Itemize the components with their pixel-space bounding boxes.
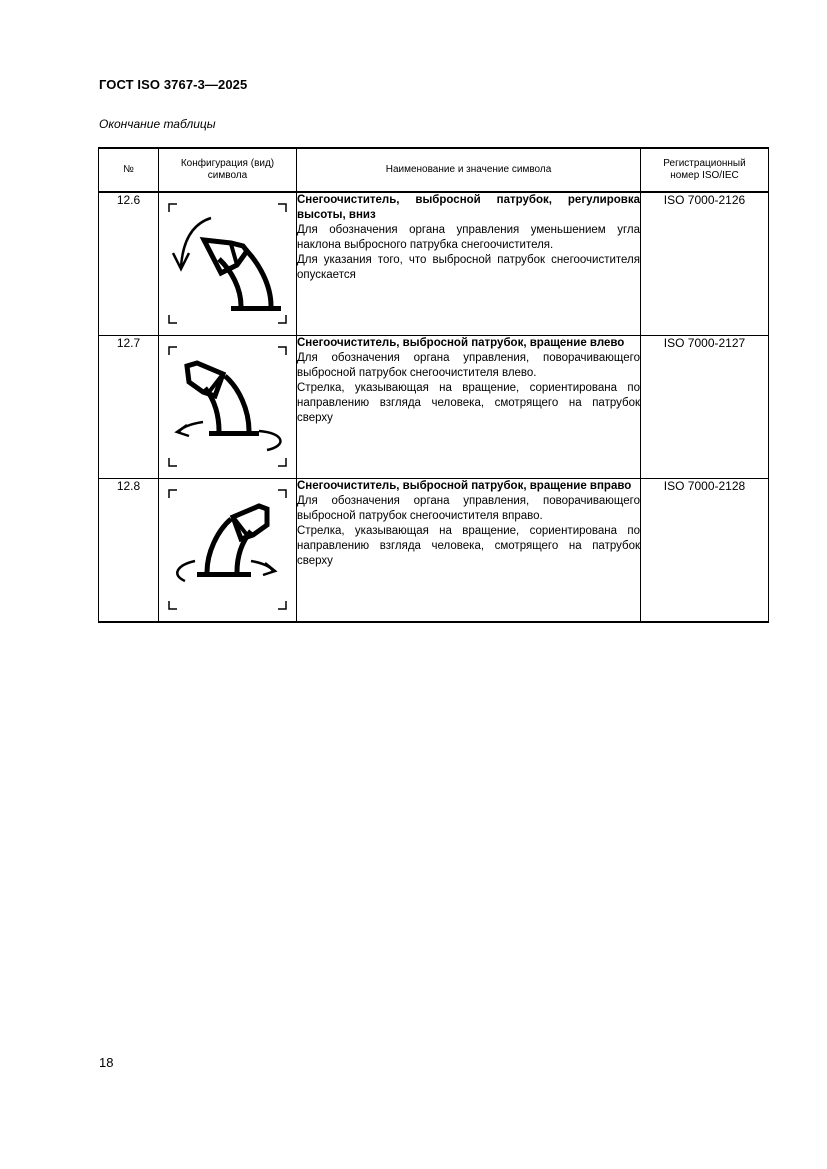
column-header-symbol: Конфигурация (вид) символа: [159, 148, 297, 192]
row-number: 12.6: [99, 192, 159, 336]
description-cell: [297, 479, 641, 623]
symbol-title: Снегоочиститель, выбросной патрубок, вращение вправо: [297, 480, 632, 492]
row-number: 12.8: [99, 479, 159, 623]
registration-number: ISO 7000-2126: [641, 192, 769, 336]
symbol-cell: [159, 192, 297, 336]
description-cell: [297, 336, 641, 479]
snow-chute-rotate-right-icon: [159, 479, 296, 621]
column-header-registration: Регистрационный номер ISO/IEC: [641, 148, 769, 192]
registration-number: ISO 7000-2127: [641, 336, 769, 479]
table-row: [99, 479, 769, 623]
symbol-description: Для обозначения органа управления уменьшением угла наклона выбросного патрубка снегоочистителя.: [297, 224, 640, 251]
symbol-cell: [159, 479, 297, 623]
table-row: [99, 192, 769, 336]
symbols-table: [98, 147, 769, 623]
column-header-description: Наименование и значение символа: [297, 148, 641, 192]
snow-chute-tilt-down-icon: [159, 193, 296, 335]
symbol-description: Стрелка, указывающая на вращение, сориентирована по направлению взгляда человека, смотрящего на патрубок сверху: [297, 382, 640, 424]
symbol-title: Снегоочиститель, выбросной патрубок, регулировка высоты, вниз: [297, 194, 640, 221]
registration-number: ISO 7000-2128: [641, 479, 769, 623]
symbol-cell: [159, 336, 297, 479]
description-cell: [297, 192, 641, 336]
snow-chute-rotate-left-icon: [159, 336, 296, 478]
table-row: [99, 336, 769, 479]
symbol-description: Стрелка, указывающая на вращение, сориентирована по направлению взгляда человека, смотрящего на патрубок сверху: [297, 525, 640, 567]
page-number: 18: [99, 1055, 114, 1070]
column-header-number: №: [99, 148, 159, 192]
table-caption: Окончание таблицы: [99, 117, 216, 131]
row-number: 12.7: [99, 336, 159, 479]
table-header-row: [99, 148, 769, 192]
symbol-description: Для указания того, что выбросной патрубок снегоочистителя опускается: [297, 254, 640, 281]
symbol-description: Для обозначения органа управления, поворачивающего выбросной патрубок снегоочистителя вправо.: [297, 495, 640, 522]
document-header: ГОСТ ISO 3767-3—2025: [99, 77, 248, 92]
symbol-title: Снегоочиститель, выбросной патрубок, вращение влево: [297, 337, 625, 349]
symbol-description: Для обозначения органа управления, поворачивающего выбросной патрубок снегоочистителя влево.: [297, 352, 640, 379]
